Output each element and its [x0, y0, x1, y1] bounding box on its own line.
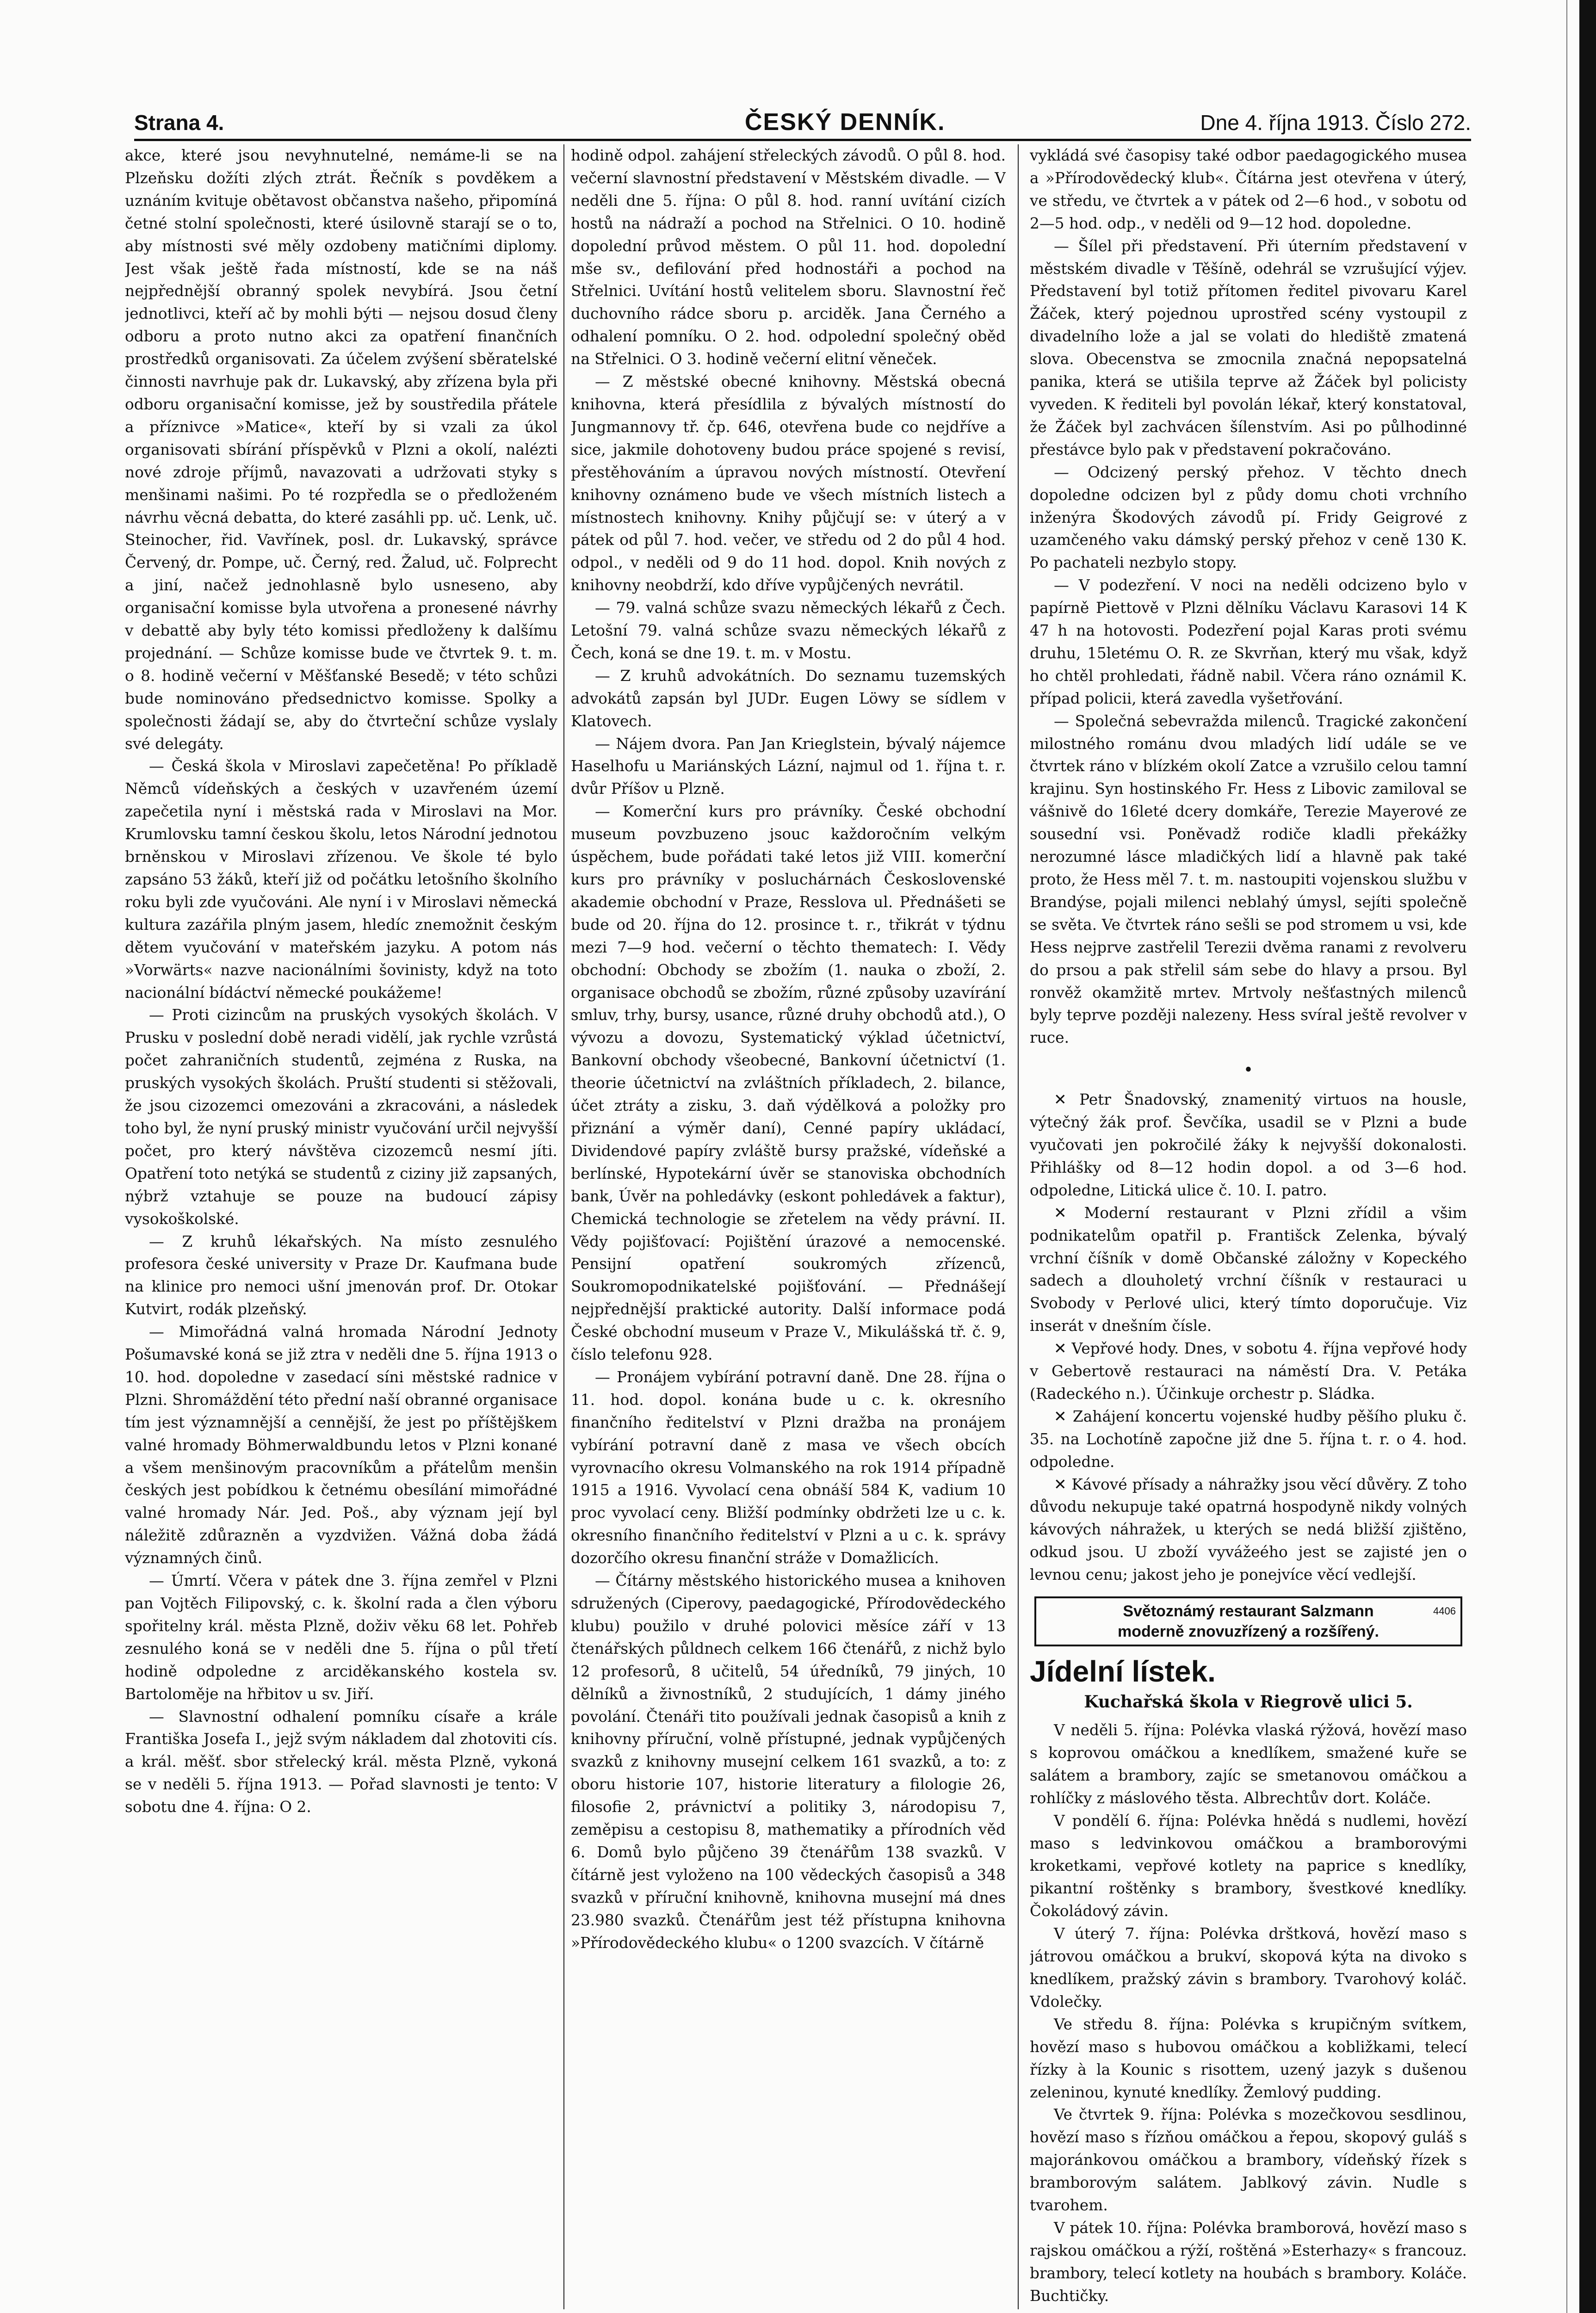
newspaper-title: ČESKÝ DENNÍK.	[745, 109, 946, 136]
column-separator	[1018, 144, 1019, 2309]
column-separator	[563, 144, 564, 2309]
article-paragraph: — Odcizený perský přehoz. V těchto dnech dopoledne odcizen byl z půdy domu choti vrchního inženýra Škodových závodů pí. Fridy Geigrové z uzamčeného vaku dámský perský přehoz v ceně 130 K. Po pachateli nezbylo stopy.	[1030, 463, 1467, 572]
article-paragraph: akce, které jsou nevyhnutelné, nemáme-li se na Plzeňsku dožíti zlých ztrát. Řečník s povděkem a uznáním kvituje obětavost občanstva našeho, připomíná četné stolní společnosti, které úsilovně starají se o to, aby místnosti své měly ozdobeny matičními diplomy. Jest však ještě řada místností, kde se na náš nejpřednější obranný spolek nevybírá. Jsou četní jednotlivci, kteří ač by mohli býti — nejsou dosud členy odboru a proto nutno akci za opatření finančních prostředků organisovati. Za účelem zvýšení sběratelské činnosti navrhuje pak dr. Lukavský, aby zřízena byla při odboru organisační komisse, jež by soustředila přátele a příznivce »Matice«, kteří by si vzali za úkol organisovati sbírání příspěvků v Plzni a okolí, nalézti nové zdroje příjmů, navazovati a udržovati styky s menšinami našimi. Po té rozpředla se o předloženém návrhu věcná debatta, do které zasáhli pp. uč. Lenk, uč. Steinocher, řid. Vavřínek, posl. dr. Lukavský, správce Červený, dr. Pompe, uč. Černý, red. Žalud, uč. Folprecht a jiní, načež jednohlasně bylo usneseno, aby organisační komisse byla utvořena a pronesené návrhy v debattě aby byly této komissi předloženy k dalšímu projednání. — Schůze komisse bude ve čtvrtek 9. t. m. o 8. hodině večerní v Měšťanské Besedě; v této schůzi bude nominováno předsednictvo komisse. Spolky a společnosti žádají se, aby do čtvrteční schůze vyslaly své delegáty.	[125, 147, 557, 753]
menu-item: V pondělí 6. října: Polévka hnědá s nudlemi, hovězí maso s ledvinkovou omáčkou a bramborovými kroketkami, vepřové kotlety na paprice s knedlíky, pikantní roštěnky s brambory, švestkové knedlíky. Čokoládový závin.	[1030, 1812, 1467, 1920]
article-paragraph: — Z městské obecné knihovny. Městská obecná knihovna, která přesídlila z bývalých místností do Jungmannovy tř. čp. 646, otevřena bude co nejdříve a sice, jakmile dohotoveny budou práce spojené s revisí, přestěhováním a úpravou nových místností. Otevření knihovny oznámeno bude ve všech místních listech a místnostech knihovny. Knihy půjčují se: v úterý a v pátek od půl 7. hod. večer, ve středu od 2 do půl 4 hod. odpol., v neděli od 9 do 11 hod. dopol. Knih nových z knihovny neobdrží, kdo dříve vypůjčených nevrátil.	[571, 373, 1006, 594]
notice-paragraph: ✕ Petr Šnadovský, znamenitý virtuos na housle, výtečný žák prof. Ševčíka, usadil se v Plzni a bude vyučovati jen pokročilé žáky k nejvyšší dokonalosti. Přihlášky od 8—12 hodin dopol. a od 3—6 hod. odpoledne, Litická ulice č. 10. I. patro.	[1030, 1091, 1467, 1199]
article-paragraph: vykládá své časopisy také odbor paedagogického musea a »Přírodovědecký klub«. Čítárna jest otevřena v úterý, ve středu, ve čtvrtek a v pátek od 2—6 hod., v sobotu od 2—5 hod. odp., v neděli od 9—12 hod. dopoledne.	[1030, 147, 1467, 232]
article-paragraph: — V podezření. V noci na neděli odcizeno bylo v papírně Piettově v Plzni dělníku Václavu Karasovi 14 K 47 h na hotovosti. Podezření pojal Karas proti svému druhu, 15letému O. R. ze Skvrňan, který mu však, když ho chtěl prohledati, řádně nabil. Včera ráno oznámil K. případ policii, která zavedla vyšetřování.	[1030, 576, 1467, 707]
article-paragraph: — Komerční kurs pro právníky. České obchodní museum povzbuzeno jsouc každoročním velkým úspěchem, bude pořádati také letos již VIII. komerční kurs pro právníky v posluchárnách Československé akademie obchodní v Praze, Resslova ul. Přednášeti se bude od 20. října do 12. prosince t. r., třikrát v týdnu mezi 7—9 hod. večerní o těchto thematech: I. Vědy obchodní: Obchody se zbožím (1. nauka o zboží, 2. organisace obchodů se zbožím, různé způsoby uzavírání smluv, trhy, bursy, usance, různé druhy obchodů atd.), O vývozu a dovozu, Systematický výklad účetnictví, Bankovní obchody všeobecné, Bankovní účetnictví (1. theorie účetnictví na zvláštních příkladech, 2. bilance, účet ztráty a zisku, 3. daň výdělková a položky pro přiznání a výměr daní), Cenné papíry ukládací, Dividendové papíry zvláště bursy pražské, vídeňské a berlínské, Hypotekární úvěr se stanoviska obchodních bank, Úvěr na pohledávky (eskont pohledávek a faktur), Chemická technologie se zřetelem na vědy právní. II. Vědy pojišťovací: Pojištění úrazové a nemocenské. Pensijní opatření soukromých zřízenců, Soukromopodnikatelské pojišťování. — Přednášejí nejpřednější praktické autority. Další informace podá České obchodní museum v Praze V., Mikulášská tř. č. 9, číslo telefonu 928.	[571, 803, 1006, 1364]
menu-item: Ve čtvrtek 9. října: Polévka s mozečkovou sesdlinou, hovězí maso s řízňou omáčkou a řepou, skopový guláš s majoránkovou omáčkou a brambory, vídeňský řízek s bramborovým salátem. Jablkový závin. Nudle s tvarohem.	[1030, 2106, 1467, 2214]
notice-paragraph: ✕ Vepřové hody. Dnes, v sobotu 4. října vepřové hody v Gebertově restauraci na náměstí Dra. V. Petáka (Radeckého n.). Účinkuje orchestr p. Sládka.	[1030, 1340, 1467, 1403]
article-paragraph: — Pronájem vybírání potravní daně. Dne 28. října o 11. hod. dopol. konána bude u c. k. okresního finančního ředitelství v Plzni dražba na pronájem vybírání potravní daně z masa ve všech obcích vyrovnacího okresu Volmanského na rok 1914 případně 1915 a 1916. Vyvolací cena obnáší 584 K, vadium 10 proc vyvolací ceny. Bližší podmínky obdržeti lze u c. k. okresního finančního ředitelství v Plzni a u c. k. správy dozorčího okresu finanční stráže v Domažlicích.	[571, 1368, 1006, 1567]
header-rule	[134, 139, 1471, 141]
menu-subtitle: Kuchařská škola v Riegrově ulici 5.	[1084, 1692, 1413, 1712]
article-paragraph: — Úmrtí. Včera v pátek dne 3. října zemřel v Plzni pan Vojtěch Filipovský, c. k. školní rada a člen výboru spořitelny král. města Plzně, doživ věku 68 let. Pohřeb zesnulého koná se v neděli dne 5. října o půl třetí hodině odpoledne z arciděkanského kostela sv. Bartoloměje na hřbitov u sv. Jiří.	[125, 1572, 557, 1703]
page-number: Strana 4.	[134, 111, 224, 135]
ad-line: moderně znovuzřízený a rozšířený.	[1118, 1623, 1379, 1641]
restaurant-ad-box	[1034, 1596, 1462, 1646]
menu-title: Jídelní lístek.	[1030, 1655, 1216, 1688]
ad-number: 4406	[1433, 1605, 1456, 1617]
column-1	[125, 144, 557, 2309]
notice-paragraph: ✕ Kávové přísady a náhražky jsou věcí důvěry. Z toho důvodu nekupuje také opatrná hospodyně nikdy volných kávových náhražek, u kterých se nedá bližší zjištěno, odkud jsou. U zboží vyvážeého jest se zajisté jen o levnou cenu; jakost jeho je ponejvíce věcí vedlejší.	[1030, 1475, 1467, 1584]
menu-item: V pátek 10. října: Polévka bramborová, hovězí maso s rajskou omáčkou a rýží, roštěná »Esterhazy« s francouz. brambory, telecí kotlety na houbách s brambory. Koláče. Buchtičky.	[1030, 2219, 1467, 2305]
menu-item: V úterý 7. října: Polévka drštková, hovězí maso s játrovou omáčkou a brukví, skopová kýta na divoko s knedlíkem, pražský závin s brambory. Tvarohový koláč. Vdolečky.	[1030, 1925, 1467, 2010]
section-divider-dot: •	[1243, 1061, 1254, 1080]
column-3	[1030, 144, 1467, 2309]
article-paragraph: — Z kruhů lékařských. Na místo zesnulého profesora české university v Praze Dr. Kaufmana bude na klinice pro nemoci ušní jmenován prof. Dr. Otokar Kutvirt, rodák plzeňský.	[125, 1232, 557, 1318]
article-paragraph: — Společná sebevražda milenců. Tragické zakončení milostného románu dvou mladých lidí udále se ve čtvrtek ráno v blízkém okolí Zatce a vzrušilo celou tamní krajinu. Syn hostinského Fr. Hess z Libovic zamiloval se vášnivě do 16leté dcery domkáře, Terezie Mayerové ze sousední vsi. Poněvadž rodiče kladli překážky nerozumné lásce mladičkých lidí a hlavně pak také proto, že Hess měl 7. t. m. nastoupiti vojenskou službu v Brandýse, pojali milenci neblahý úmysl, sejíti společně se světa. Ve čtvrtek ráno sešli se pod stromem u vsi, kde Hess nejprve zastřelil Terezii dvěma ranami z revolveru do prsou a pak střelil sám sebe do hlavy a prsou. Byl ronvěž okamžitě mrtev. Mrtvoly nešťastných milenců byly teprve později nalezeny. Hess svíral ještě revolver v ruce.	[1030, 712, 1467, 1047]
article-paragraph: — Česká škola v Miroslavi zapečetěna! Po příkladě Němců vídeňských a českých v uzavřeném území zapečetila nyní i městská rada v Miroslavi na Mor. Krumlovsku tamní českou školu, letos Národní jednotou brněnskou v Miroslavi zřízenou. Ve škole té bylo zapsáno 53 žáků, kteří již od počátku letošního školního roku byli zde vyučováni. Ale nyní i v Miroslavi německá kultura zazářila plným jasem, hledíc znemožnit českým dětem vyučování v mateřském jazyku. A potom nás »Vorwärts« nazve nacionálními šovinisty, když na toto nacionální bídáctví německé poukážeme!	[125, 757, 557, 1002]
issue-date: Dne 4. října 1913. Číslo 272.	[1200, 111, 1471, 135]
article-paragraph: — Proti cizincům na pruských vysokých školách. V Prusku v poslední době neradi vidělí, jak rychle vzrůstá počet zahraničních studentů, zejména z Ruska, na pruských vysokých školách. Pruští studenti si stěžovali, že jsou cizozemci omezováni a zkracováni, a následek toho byl, že nyní pruský ministr vyučování určil nejvyšší počet, pro který návštěva cizozemců nesmí jíti. Opatření toto netýká se studentů z ciziny již zapsaných, nýbrž vztahuje se pouze na budoucí zápisy vysokoškolské.	[125, 1006, 557, 1228]
scan-margin-line	[1566, 0, 1567, 2313]
notice-paragraph: ✕ Zahájení koncertu vojenské hudby pěšího pluku č. 35. na Lochotíně započne již dne 5. října t. r. o 4. hod. odpoledne.	[1030, 1407, 1467, 1471]
article-paragraph: — Z kruhů advokátních. Do seznamu tuzemských advokátů zapsán byl JUDr. Eugen Löwy se sídlem v Klatovech.	[571, 667, 1006, 730]
article-paragraph: — Slavnostní odhalení pomníku císaře a krále Františka Josefa I., jejž svým nákladem dal zhotoviti cís. a král. měšť. sbor střelecký král. města Plzně, vykoná se v neděli 5. října 1913. — Pořad slavnosti je tento: V sobotu dne 4. října: O 2.	[125, 1707, 557, 1816]
column-2	[571, 144, 1006, 2309]
scan-edge-bar	[1579, 0, 1596, 2313]
page-header	[134, 110, 1471, 142]
menu-item: V neděli 5. října: Polévka vlaská rýžová, hovězí maso s koprovou omáčkou a knedlíkem, smažené kuře se salátem a brambory, zajíc se smetanovou omáčkou a rohlíčky z máslového těsta. Albrechtův dort. Koláče.	[1030, 1721, 1467, 1807]
article-paragraph: — Mimořádná valná hromada Národní Jednoty Pošumavské koná se již ztra v neděli dne 5. října 1913 o 10. hod. dopoledne v zasedací síni městské radnice v Plzni. Shromáždění této přední naší obranné organisace tím jest významnější a cennější, že jest po příštějškem valné hromady Böhmerwaldbundu letos v Plzni konané a všem menšinovým pracovníkům a přátelům menšin českých jest pobídkou k četnému obesílání mimořádné valné hromady Nár. Jed. Poš., aby význam její byl náležitě zdůrazněn a vyzdvižen. Vážná doba žádá významných činů.	[125, 1323, 557, 1567]
article-paragraph: — Čítárny městského historického musea a knihoven sdružených (Ciperovy, paedagogické, Přírodovědeckého klubu) použilo v druhé polovici měsíce září v 13 čtenářských půldnech celkem 166 čtenářů, z nichž bylo 12 profesorů, 8 učitelů, 54 úředníků, 79 jiných, 10 dělníků a živnostníků, 2 studujících, 1 dámy jiného povolání. Čtenáři tito používali jednak časopisů a knih z knihovny příruční, volně přístupné, jednak vypůjčených svazků z knihovny musejní celkem 161 svazků, a to: z oboru historie 107, historie literatury a filologie 26, filosofie 2, právnictví a politiky 3, národopisu 7, zeměpisu a cestopisu 8, mathematiky a přírodních věd 6. Domů bylo půjčeno 39 čtenářům 138 svazků. V čítárně jest vyloženo na 100 vědeckých časopisů a 348 svazků v příruční knihovně, knihovna musejní má dnes 23.980 svazků. Čtenářům jest též přístupna knihovna »Přírodovědeckého klubu« o 1200 svazcích. V čítárně	[571, 1572, 1006, 1952]
ad-line: Světoznámý restaurant Salzmann	[1123, 1602, 1374, 1620]
article-paragraph: hodině odpol. zahájení střeleckých závodů. O půl 8. hod. večerní slavnostní představení v Městském divadle. — V neděli dne 5. října: O půl 8. hod. ranní uvítání cizích hostů na nádraží a pochod na Střelnici. O 10. hodině dopolední průvod městem. O půl 11. hod. dopolední mše sv., defilování před hodnostáři a pochod na Střelnici. Uvítání hostů velitelem sboru. Slavnostní řeč duchovního rádce sboru p. arciděk. Jana Černého a odhalení pomníku. O 2. hod. odpolední společný oběd na Střelnici. O 3. hodině večerní elitní věneček.	[571, 147, 1006, 368]
notice-paragraph: ✕ Moderní restaurant v Plzni zřídil a všim podnikatelům opatřil p. Františck Zelenka, bývalý vrchní číšník v domě Občanské záložny v Kopeckého sadech a dlouholetý vrchní číšník v restauraci u Svobody v Perlové ulici, který tímto doporučuje. Viz inserát v dnešním čísle.	[1030, 1204, 1467, 1335]
article-paragraph: — Nájem dvora. Pan Jan Krieglstein, bývalý nájemce Haselhofu u Mariánských Lázní, najmul od 1. října t. r. dvůr Příšov u Plzně.	[571, 735, 1006, 798]
article-paragraph: — Šílel při představení. Při úterním představení v městském divadle v Těšíně, odehrál se vzrušující výjev. Představení byl totiž přítomen ředitel pivovaru Karel Žáček, který pojednou uprostřed scény vystoupil z divadelního lože a jal se volati do hlediště zmatená slova. Obecenstva se zmocnila značná nepopsatelná panika, která se utišila teprve až Žáček byl policisty vyveden. K řediteli byl povolán lékař, který konstatoval, že Žáček byl zachvácen šílenstvím. Asi po půlhodinné přestávce bylo pak v představení pokračováno.	[1030, 237, 1467, 458]
article-paragraph: — 79. valná schůze svazu německých lékařů z Čech. Letošní 79. valná schůze svazu německých lékařů z Čech, koná se dne 19. t. m. v Mostu.	[571, 599, 1006, 662]
menu-item: Ve středu 8. října: Polévka s krupičným svítkem, hovězí maso s hubovou omáčkou a kobližkami, telecí řízky à la Kounic s risottem, uzený jazyk s dušenou zeleninou, kynuté knedlíky. Žemlový pudding.	[1030, 2015, 1467, 2101]
